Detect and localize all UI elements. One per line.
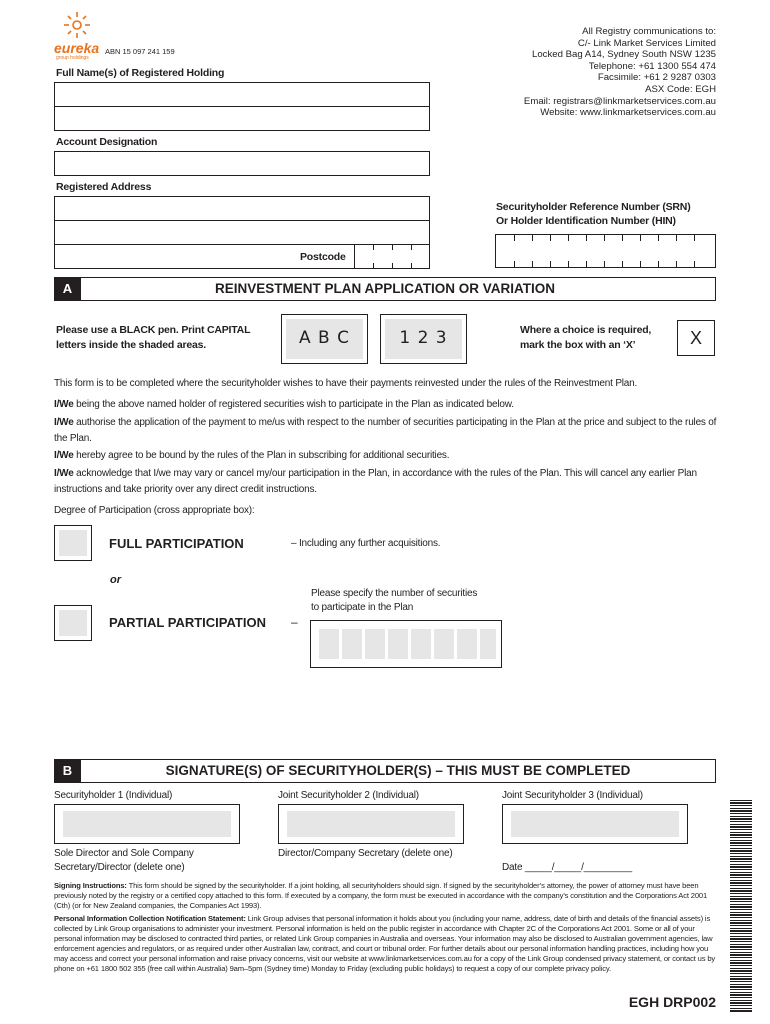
- account-designation-label: Account Designation: [56, 136, 158, 148]
- registry-line: All Registry communications to:: [582, 26, 716, 37]
- signing-instructions-heading: Signing Instructions:: [54, 881, 127, 890]
- para-2-bold: I/We: [54, 417, 74, 428]
- address-field-1[interactable]: [54, 196, 430, 221]
- signature-box-2[interactable]: [278, 804, 464, 844]
- pen-instructions-1: Please use a BLACK pen. Print CAPITAL: [56, 324, 251, 336]
- registry-info: [524, 26, 716, 119]
- para-1-bold: I/We: [54, 399, 74, 410]
- example-x-box: [677, 320, 715, 356]
- registry-line: Website: www.linkmarketservices.com.au: [540, 107, 716, 119]
- registered-address-label: Registered Address: [56, 181, 152, 193]
- para-3-text: hereby agree to be bound by the rules of the Plan in subscribing for additional securities.: [73, 450, 450, 461]
- abn: ABN 15 097 241 159: [105, 47, 175, 56]
- full-participation-checkbox[interactable]: [54, 525, 92, 561]
- full-participation-label: FULL PARTICIPATION: [109, 536, 244, 551]
- para-4: [54, 466, 719, 498]
- section-b-tag: B: [54, 759, 81, 783]
- address-field-2[interactable]: [54, 220, 430, 245]
- full-name-field-1[interactable]: [54, 82, 430, 107]
- degree-label: Degree of Participation (cross appropriate box):: [54, 505, 255, 516]
- para-4-text: acknowledge that I/we may vary or cancel my/our participation in the Plan, in accordance with the rules of the Plan. This will cancel any earlier Plan instructions and take priority over any direct credit instructions.: [54, 468, 697, 495]
- logo-text: eureka: [54, 40, 100, 56]
- signature-box-3[interactable]: [502, 804, 688, 844]
- section-a-title: REINVESTMENT PLAN APPLICATION OR VARIATION: [214, 281, 555, 296]
- para-2: [54, 415, 719, 447]
- holder-2-label: Joint Securityholder 2 (Individual): [278, 790, 419, 801]
- example-numbers: 1 2 3: [399, 328, 448, 348]
- registry-line: Email: registrars@linkmarketservices.com.au: [523, 95, 716, 107]
- privacy-statement: [54, 914, 716, 974]
- para-4-bold: I/We: [54, 468, 74, 479]
- privacy-statement-text: Link Group advises that personal information it holds about you (including your name, address, date of birth and details of the financial assets) is collected by Link Group organisations to administer your investment. Personal information is held on the public register in accordance with Chapter 2C of the Corporations Act 2001. Some or all of your personal information may be disclosed to contracted third parties, or related Link Group companies in Australia and overseas. Your information may also be disclosed to Australian government agencies, law enforcement agencies and regulators, or as required under other Australian law, contract, and court or tribunal order. For further details about our personal information handling practices, including how you may access and correct your personal information and raise privacy concerns, visit our website at www.linkmarketservices.com.au for a copy of the Link Group condensed privacy statement, or contact us by phone on +61 1800 502 355 (free call within Australia) 9am–5pm (Sydney time) Monday to Friday (excluding public holidays) to request a copy of our complete privacy policy.: [54, 914, 716, 973]
- privacy-statement-heading: Personal Information Collection Notification Statement:: [54, 914, 246, 923]
- logo-subtext: group holdings: [56, 55, 89, 61]
- signing-instructions: [54, 881, 716, 911]
- example-letters: A B C: [299, 328, 350, 348]
- registry-line: Locked Bag A14, Sydney South NSW 1235: [531, 49, 716, 61]
- role-2: Director/Company Secretary (delete one): [278, 848, 453, 859]
- section-b-header: [54, 759, 716, 783]
- signature-box-1[interactable]: [54, 804, 240, 844]
- choice-instructions-1: Where a choice is required,: [520, 324, 652, 336]
- barcode: [730, 800, 752, 1012]
- section-a-tag: A: [54, 277, 81, 301]
- section-a-header: [54, 277, 716, 301]
- full-name-field-2[interactable]: [54, 106, 430, 131]
- role-1-line-1: Sole Director and Sole Company: [54, 848, 194, 859]
- securities-number-field[interactable]: [310, 620, 502, 668]
- para-1-text: being the above named holder of registered securities wish to participate in the Plan as indicated below.: [73, 399, 514, 410]
- form-code: EGH DRP002: [628, 994, 716, 1010]
- date-field[interactable]: Date _____/_____/_________: [502, 862, 632, 873]
- registry-line: ASX Code: EGH: [645, 83, 716, 95]
- partial-participation-label: PARTIAL PARTICIPATION: [109, 615, 266, 630]
- registry-line: C/- Link Market Services Limited: [577, 37, 716, 49]
- holder-1-label: Securityholder 1 (Individual): [54, 790, 173, 801]
- para-2-text: authorise the application of the payment to me/us with respect to the number of securities participating in the Plan at the price and subject to the rules of the Plan.: [54, 417, 717, 444]
- partial-dash: –: [291, 615, 298, 629]
- para-1: [54, 397, 719, 413]
- example-numbers-box: [380, 314, 467, 364]
- partial-note-2: to participate in the Plan: [311, 602, 414, 613]
- pen-instructions-2: letters inside the shaded areas.: [56, 339, 206, 351]
- full-participation-note: – Including any further acquisitions.: [291, 538, 441, 549]
- srn-label-1: Securityholder Reference Number (SRN): [496, 201, 691, 213]
- section-b-title: SIGNATURE(S) OF SECURITYHOLDER(S) – THIS MUST BE COMPLETED: [165, 763, 631, 778]
- full-name-label: Full Name(s) of Registered Holding: [56, 67, 225, 79]
- postcode-label: Postcode: [300, 251, 346, 263]
- intro-text: This form is to be completed where the securityholder wishes to have their payments reinvested under the rules of the Reinvestment Plan.: [54, 378, 638, 389]
- account-designation-field[interactable]: [54, 151, 430, 176]
- registry-line: Facsimile: +61 2 9287 0303: [597, 72, 716, 84]
- registry-line: Telephone: +61 1300 554 474: [588, 60, 716, 72]
- srn-field[interactable]: [495, 234, 716, 268]
- srn-label-2: Or Holder Identification Number (HIN): [496, 215, 676, 227]
- choice-instructions-2: mark the box with an ‘X’: [520, 339, 636, 351]
- or-label: or: [110, 574, 121, 586]
- role-1-line-2: Secretary/Director (delete one): [54, 862, 185, 873]
- signing-instructions-text: This form should be signed by the securityholder. If a joint holding, all securityholders should sign. If signed by the securityholder’s attorney, the power of attorney must have been previously noted by the registry or a certified copy attached to this form. If executed by a company, the form must be executed in accordance with the company’s constitution and the Corporations Act 2001 (Cth) (or for New Zealand companies, the Companies Act 1993).: [54, 881, 708, 910]
- postcode-field[interactable]: [354, 244, 430, 269]
- para-3: [54, 448, 719, 464]
- example-letters-box: [281, 314, 368, 364]
- para-3-bold: I/We: [54, 450, 74, 461]
- partial-participation-checkbox[interactable]: [54, 605, 92, 641]
- partial-note-1: Please specify the number of securities: [311, 588, 478, 599]
- example-x: X: [689, 328, 702, 348]
- holder-3-label: Joint Securityholder 3 (Individual): [502, 790, 643, 801]
